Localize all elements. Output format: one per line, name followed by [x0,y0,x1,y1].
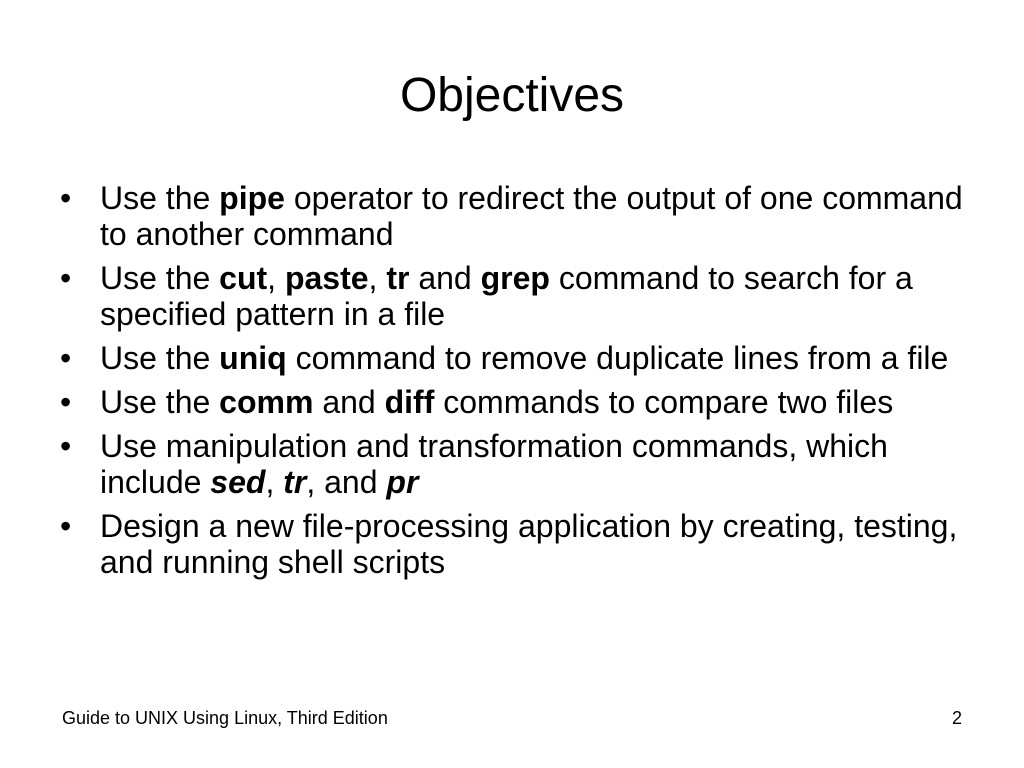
bullet-point: • [60,384,72,420]
command-keyword: tr [386,260,410,296]
bullet-point: • [60,340,72,376]
bullet-point: • [60,428,72,464]
objective-text [100,508,957,580]
objective-text-run: commands to compare two files [434,384,894,420]
objective-text-run: command to search for a specified pattern in a file [100,260,913,332]
objective-item [56,180,996,252]
objective-item [56,384,996,420]
command-keyword: diff [384,384,435,420]
objective-text-run: Use the [100,260,220,296]
command-keyword: comm [219,384,314,420]
footer-book-title: Guide to UNIX Using Linux, Third Edition [62,708,388,728]
objective-text-run: Use manipulation and transformation commands, which include [100,428,888,500]
command-keyword: pr [386,464,419,500]
objective-text-run: Design a new file-processing application by creating, testing, and running shell scripts [100,508,958,580]
command-keyword: cut [219,260,268,296]
objective-text-run: , [368,260,387,296]
command-keyword: grep [480,260,550,296]
command-keyword: paste [284,260,369,296]
objective-item [56,340,996,376]
objective-text-run: , and [306,464,387,500]
objective-item [56,508,996,580]
objective-text-run: operator to redirect the output of one command to another command [100,180,963,252]
objective-text-run: , [265,464,284,500]
command-keyword: uniq [219,340,287,376]
objective-text-run: command to remove duplicate lines from a file [286,340,949,376]
objective-text [100,384,893,420]
objective-text-run: Use the [100,180,220,216]
objective-text [100,340,948,376]
command-keyword: sed [210,464,266,500]
objective-text [100,180,963,252]
bullet-point: • [60,180,72,216]
objective-item [56,260,996,332]
command-keyword: pipe [219,180,285,216]
command-keyword: tr [283,464,307,500]
objective-text [100,260,913,332]
bullet-point: • [60,260,72,296]
objective-text-run: and [313,384,385,420]
objective-text-run: Use the [100,384,220,420]
objective-item [56,428,996,500]
objective-text [100,428,888,500]
objective-text-run: Use the [100,340,220,376]
objective-text-run: and [409,260,481,296]
slide-title: Objectives [399,69,625,122]
objectives-list [56,180,996,588]
page-number: 2 [951,708,962,728]
objective-text-run: , [267,260,285,296]
bullet-point: • [60,508,72,544]
